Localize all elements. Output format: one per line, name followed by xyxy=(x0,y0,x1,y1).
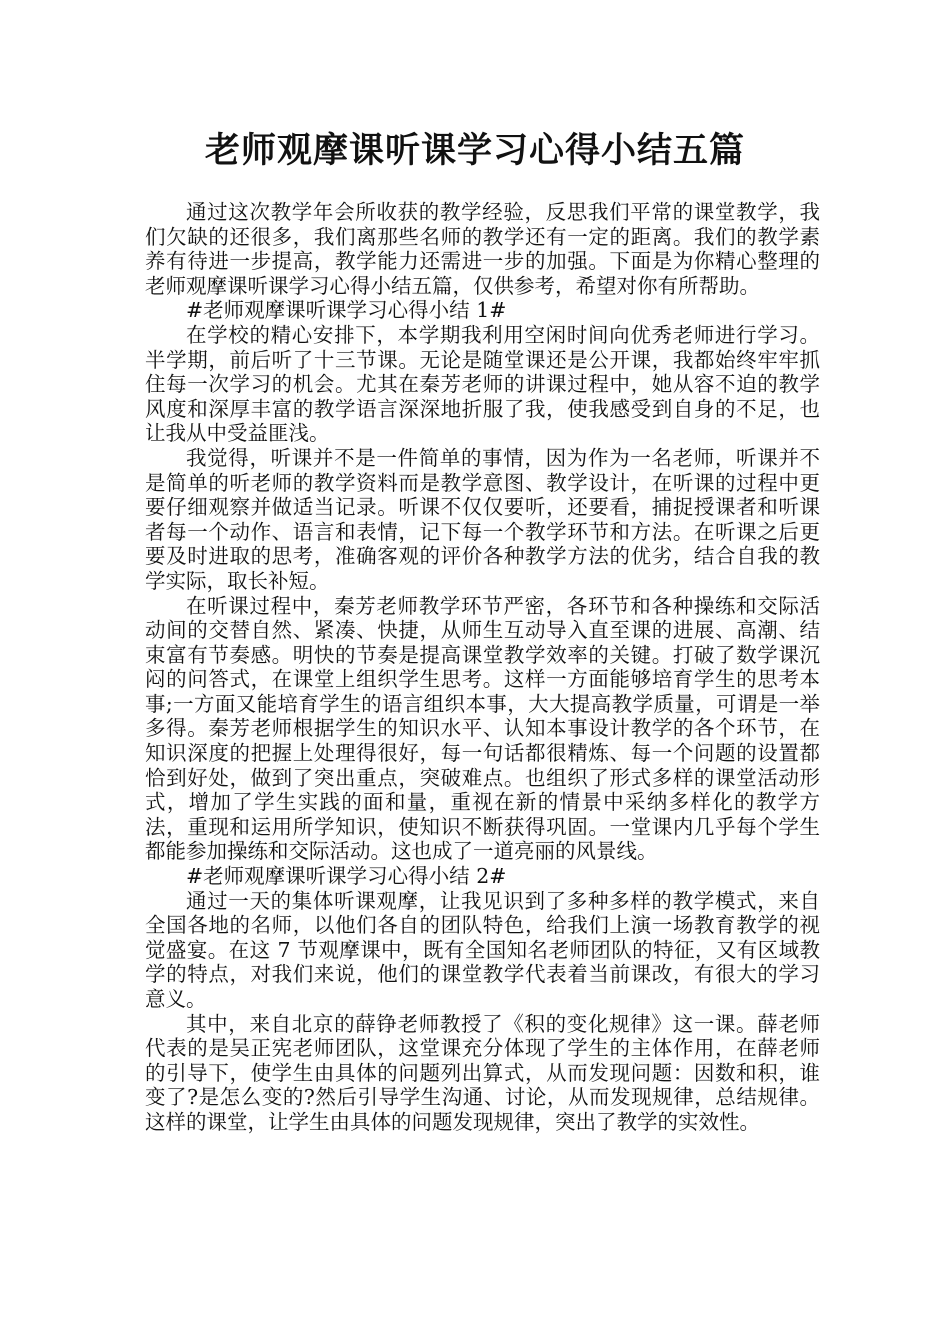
section-heading-2: #老师观摩课听课学习心得小结 2# xyxy=(186,864,507,889)
document-title: 老师观摩课听课学习心得小结五篇 xyxy=(204,131,745,171)
section-heading-1: #老师观摩课听课学习心得小结 1# xyxy=(186,298,507,323)
intro-paragraph: 通过这次教学年会所收获的教学经验，反思我们平常的课堂教学，我们欠缺的还很多，我们离那些名师的教学还有一定的距离。我们的教学素养有待进一步提高，教学能力还需进一步的加强。下面是为你精心整理的老师观摩课听课学习心得小结五篇，仅供参考，希望对你有所帮助。 xyxy=(145,200,820,298)
body-paragraph: 通过一天的集体听课观摩，让我见识到了多种多样的教学模式，来自全国各地的名师，以他们各自的团队特色，给我们上演一场教育教学的视觉盛宴。在这 7 节观摩课中，既有全国知名老师团队的特征，又有区域教学的特点，对我们来说，他们的课堂教学代表着当前课改，有很大的学习意义。 xyxy=(145,888,820,1011)
document-body xyxy=(145,200,820,1135)
body-paragraph: 在学校的精心安排下，本学期我利用空闲时间向优秀老师进行学习。半学期，前后听了十三节课。无论是随堂课还是公开课，我都始终牢牢抓住每一次学习的机会。尤其在秦芳老师的讲课过程中，她从容不迫的教学风度和深厚丰富的教学语言深深地折服了我，使我感受到自身的不足，也让我从中受益匪浅。 xyxy=(145,322,820,446)
body-paragraph: 其中，来自北京的薛铮老师教授了《积的变化规律》这一课。薛老师代表的是吴正宪老师团队，这堂课充分体现了学生的主体作用，在薛老师的引导下，使学生由具体的问题列出算式，从而发现问题：因数和积，谁变了?是怎么变的?然后引导学生沟通、讨论，从而发现规律，总结规律。这样的课堂，让学生由具体的问题发现规律，突出了教学的实效性。 xyxy=(145,1011,820,1134)
body-paragraph: 我觉得，听课并不是一件简单的事情，因为作为一名老师，听课并不是简单的听老师的教学资料而是教学意图、教学设计，在听课的过程中更要仔细观察并做适当记录。听课不仅仅要听，还要看，捕捉授课者和听课者每一个动作、语言和表情，记下每一个教学环节和方法。在听课之后更要及时进取的思考，准确客观的评价各种教学方法的优劣，结合自我的教学实际，取长补短。 xyxy=(145,445,820,593)
body-paragraph: 在听课过程中，秦芳老师教学环节严密，各环节和各种操练和交际活动间的交替自然、紧凑、快捷，从师生互动导入直至课的进展、高潮、结束富有节奏感。明快的节奏是提高课堂教学效率的关键。打破了数学课沉闷的问答式，在课堂上组织学生思考。这样一方面能够培育学生的思考本事;一方面又能培育学生的语言组织本事，大大提高教学质量，可谓是一举多得。秦芳老师根据学生的知识水平、认知本事设计教学的各个环节，在知识深度的把握上处理得很好，每一句话都很精炼、每一个问题的设置都恰到好处，做到了突出重点，突破难点。也组织了形式多样的课堂活动形式，增加了学生实践的面和量，重视在新的情景中采纳多样化的教学方法，重现和运用所学知识，使知识不断获得巩固。一堂课内几乎每个学生都能参加操练和交际活动。这也成了一道亮丽的风景线。 xyxy=(145,593,820,864)
